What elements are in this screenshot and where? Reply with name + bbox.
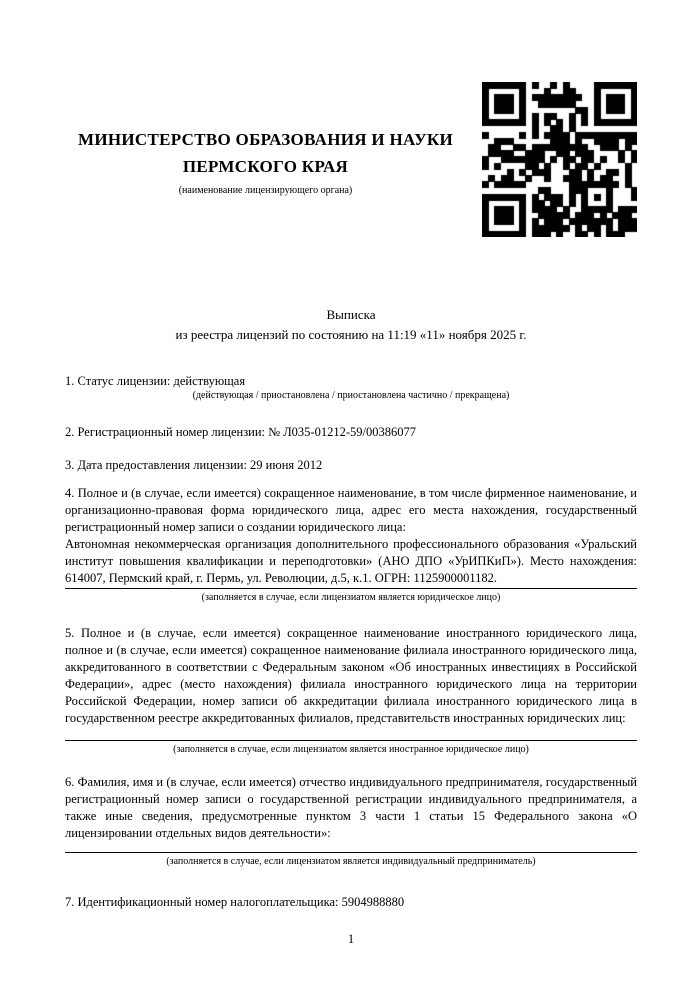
document-title	[65, 305, 637, 345]
item-1-caption: (действующая / приостановлена / приостановлена частично / прекращена)	[192, 390, 510, 401]
licensing-authority-block	[65, 82, 482, 238]
item-4-legal-entity-value: Автономная некоммерческая организация дополнительного профессионального образования «Уральский институт повышения квалификации и переподготовки» (АНО ДПО «УрИПКиП»). Место нахождения: 614007, Пермский край, г. Пермь, ул. Революции, д.5, к.1. ОГРН: 1125900001182.	[65, 536, 637, 589]
document-title-line2: из реестра лицензий по состоянию на 11:19 «11» ноября 2025 г.	[175, 327, 527, 342]
authority-caption: (наименование лицензирующего органа)	[178, 185, 353, 196]
item-6-fill-line	[65, 852, 637, 853]
page-number: 1	[347, 932, 355, 946]
document-header	[65, 82, 637, 238]
item-5-fill-line	[65, 740, 637, 741]
ministry-name-line2: ПЕРМСКОГО КРАЯ	[182, 157, 349, 176]
document-title-line1: Выписка	[326, 307, 376, 322]
ministry-name-line1: МИНИСТЕРСТВО ОБРАЗОВАНИЯ И НАУКИ	[77, 130, 454, 149]
item-4-caption: (заполняется в случае, если лицензиатом является юридическое лицо)	[201, 592, 501, 603]
item-6-caption: (заполняется в случае, если лицензиатом является индивидуальный предприниматель)	[166, 856, 536, 867]
item-5-caption: (заполняется в случае, если лицензиатом является иностранное юридическое лицо)	[173, 744, 529, 755]
item-1-license-status: 1. Статус лицензии: действующая	[65, 374, 246, 388]
item-3-license-date: 3. Дата предоставления лицензии: 29 июня 2012	[65, 458, 323, 472]
item-7-taxpayer-number: 7. Идентификационный номер налогоплательщика: 5904988880	[65, 895, 405, 909]
item-4-legal-entity-heading: 4. Полное и (в случае, если имеется) сокращенное наименование, в том числе фирменное наименование, и организационно-правовая форма юридического лица, адрес его места нахождения, государственный регистрационный номер записи о создании юридического лица:	[65, 486, 637, 534]
item-2-registration-number: 2. Регистрационный номер лицензии: № Л035-01212-59/00386077	[65, 425, 416, 439]
item-6-entrepreneur-heading: 6. Фамилия, имя и (в случае, если имеется) отчество индивидуального предпринимателя, государственный регистрационный номер записи о государственной регистрации индивидуального предпринимателя, а также иные сведения, предусмотренные пунктом 3 части 1 статьи 15 Федерального закона «О лицензировании отдельных видов деятельности»:	[65, 775, 637, 840]
qr-code-icon	[482, 82, 637, 237]
item-5-foreign-entity-heading: 5. Полное и (в случае, если имеется) сокращенное наименование иностранного юридического лица, полное и (в случае, если имеется) сокращенное наименование филиала иностранного юридического лица, аккредитованного в соответствии с Федеральным законом «Об иностранных инвестициях в Российской Федерации», адрес (место нахождения) филиала иностранного юридического лица на территории Российской Федерации, номер записи об аккредитации филиала иностранного юридического лица в государственном реестре аккредитованных филиалов, представительств иностранных юридических лиц:	[65, 626, 637, 725]
